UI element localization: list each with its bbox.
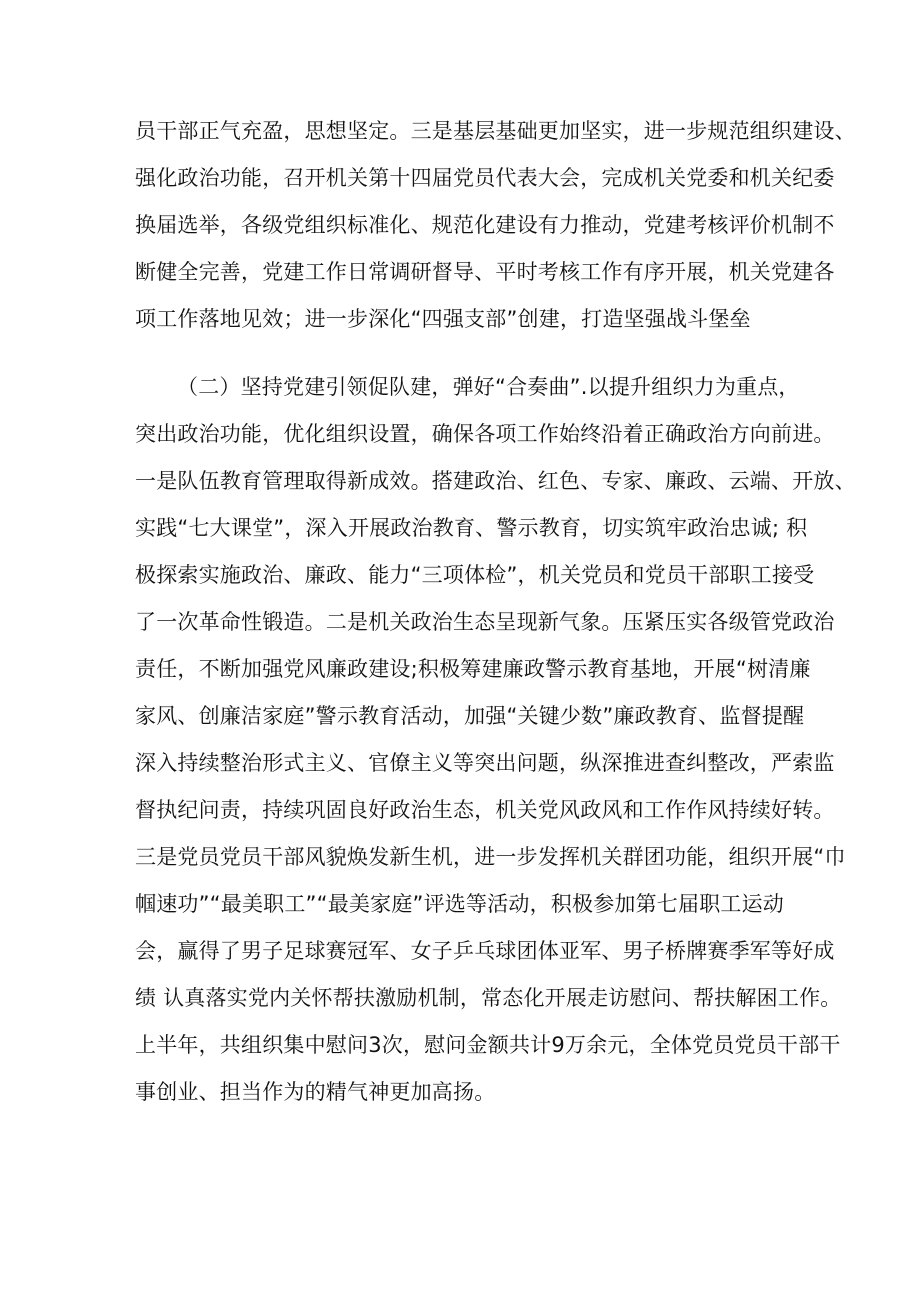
text-line: 绩 认真落实党内关怀帮扶激励机制，常态化开展走访慰问、帮扶解困工作。: [135, 986, 842, 1010]
text-line: 突出政治功能，优化组织设置，确保各项工作始终沿着正确政治方向前进。: [135, 422, 835, 446]
text-line: 三是党员党员干部风貌焕发新生机，进一步发挥机关群团功能，组织开展“巾: [135, 845, 846, 869]
text-line: 强化政治功能，召开机关第十四届党员代表大会，完成机关党委和机关纪委: [135, 166, 835, 190]
text-line: 责任，不断加强党风廉政建设;积极筹建廉政警示教育基地，开展“树清廉: [135, 657, 811, 681]
text-line: 家风、创廉洁家庭”警示教育活动，加强“关键少数”廉政教育、监督提醒: [135, 704, 805, 728]
text-line: 深入持续整治形式主义、官僚主义等突出问题，纵深推进查纠整改，严索监: [135, 751, 835, 775]
text-line: 上半年，共组织集中慰问3次，慰问金额共计9万余元，全体党员党员干部干: [135, 1033, 841, 1057]
text-line: 断健全完善，党建工作日常调研督导、平时考核工作有序开展，机关党建各: [135, 260, 835, 284]
text-line: 极探索实施政治、廉政、能力“三项体检”，机关党员和党员干部职工接受: [135, 563, 815, 587]
section-heading-line: （二）坚持党建引领促队建，弹好“合奏曲”.以提升组织力为重点，: [177, 375, 800, 399]
text-line: 了一次革命性锻造。二是机关政治生态呈现新气象。压紧压实各级管党政治: [135, 610, 835, 634]
text-line: 项工作落地见效；进一步深化“四强支部”创建，打造坚强战斗堡垒: [135, 307, 751, 331]
text-line: 换届选举，各级党组织标准化、规范化建设有力推动，党建考核评价机制不: [135, 213, 835, 237]
text-line: 事创业、担当作为的精气神更加高扬。: [135, 1080, 496, 1104]
text-line: 实践“七大课堂”，深入开展政治教育、警示教育，切实筑牢政治忠诚; 积: [135, 516, 808, 540]
text-line: 会，赢得了男子足球赛冠军、女子乒乓球团体亚军、男子桥牌赛季军等好成: [135, 939, 835, 963]
text-line: 一是队伍教育管理取得新成效。搭建政治、红色、专家、廉政、云端、开放、: [135, 469, 856, 493]
text-line: 督执纪问责，持续巩固良好政治生态，机关党风政风和工作作风持续好转。: [135, 798, 835, 822]
text-line: 帼速功”“最美职工”“最美家庭”评选等活动，积极参加第七届职工运动: [135, 892, 784, 916]
text-line: 员干部正气充盈，思想坚定。三是基层基础更加坚实，进一步规范组织建设、: [135, 119, 856, 143]
